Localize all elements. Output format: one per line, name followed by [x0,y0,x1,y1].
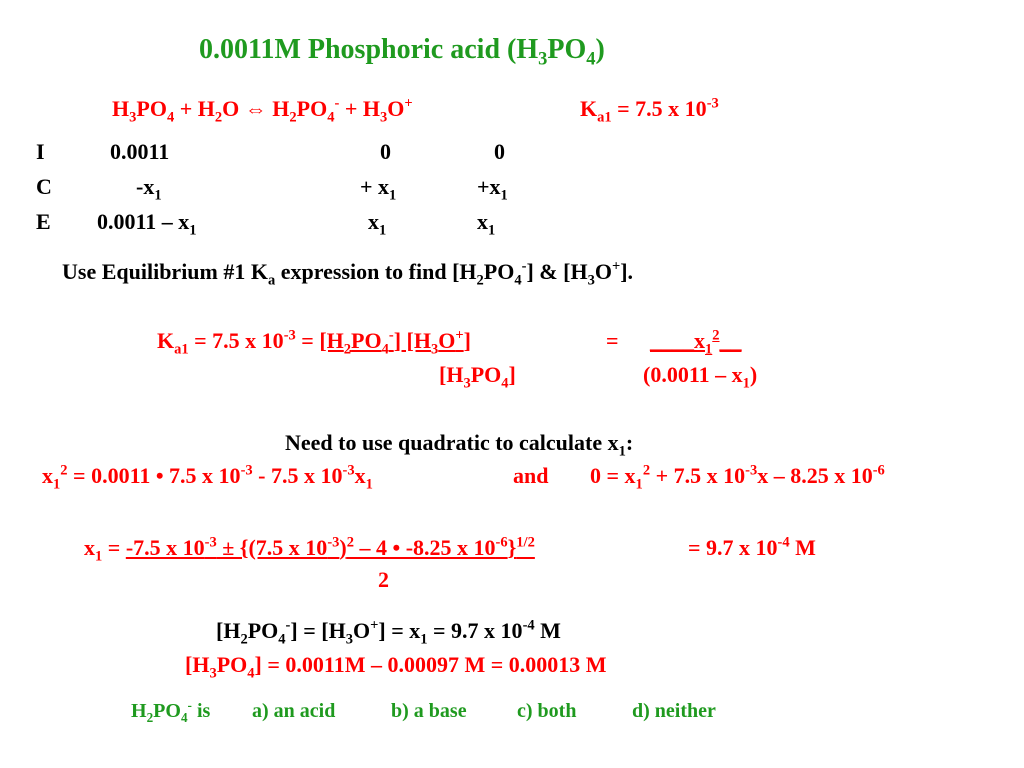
ka-expression: $K_{a1} = 7.5$ x $10^{-3} = [H_2PO_4^-]$ $[H_3O^+]$ [157,327,471,358]
ka-denominator: $[H_3PO_4]$ [439,362,516,392]
ice-e-h3o: $x_1$ [477,209,496,239]
quadratic-standard-form: $0 = x_1^2 + 7.5$ x $10^{-3}x - 8.25$ x $10^{-6}$ [590,462,885,493]
ice-row-e-label: E [36,209,51,234]
quadratic-and: and [513,463,549,488]
instruction-text: Use Equilibrium #1 $K_a$ expression to find $[H_2PO_4^-]$ & $[H_3O^+]$. [62,258,634,289]
option-b[interactable]: b) a base [391,700,467,722]
ice-row-c-label: C [36,174,52,199]
question-line: $H_2PO_4^-$ is [131,697,211,725]
solution-denominator: 2 [378,567,389,592]
equilibrium-arrow-icon: ⇔ [244,96,267,121]
ice-i-h3o: 0 [494,139,505,164]
ka-x-squared: $\_\_\_\_x_1^2\_\_$ [650,327,742,358]
ice-i-acid: 0.0011 [110,139,170,164]
dissociation-reaction: $H_3PO_4 + H_2O$ ⇔ $H_2PO_4^- + H_3O^+$ [112,95,413,126]
option-d[interactable]: d) neither [632,700,716,722]
ka1-value: $K_{a1} = 7.5$ x $10^{-3}$ [580,95,719,126]
quadratic-note: Need to use quadratic to calculate $x_1$: [285,430,634,460]
solution-numerator: -7.5 x $10^{-3} \pm \{(7.5$ x $10^{-3})^2 - 4$ • -8.25 x $10^{-6}\}^{1/2}$ [125,534,535,560]
ice-c-base: + $x_1$ [360,174,397,204]
ice-c-acid: $-x_1$ [136,174,162,204]
ka-numerator: $[H_2PO_4^-]$ $[H_3O^+]$ [319,327,471,358]
solution-result: = 9.7 x $10^{-4}$ M [688,534,816,560]
result-h3po4: $[H_3PO_4] = 0.0011M - 0.00097$ M = 0.00013 M [185,652,607,682]
slide-title: 0.0011M Phosphoric acid $(H_3PO_4)$ [199,34,605,69]
ka-x-denominator: $(0.0011 - x_1)$ [643,362,758,392]
ice-e-base: $x_1$ [368,209,387,239]
ice-e-acid: $0.0011 - x_1$ [97,209,197,239]
result-concentrations: $[H_2PO_4^-] = [H_3O^+] = x_1 = 9.7$ x $10^{-4}$ M [216,617,561,648]
ice-i-base: 0 [380,139,391,164]
option-c[interactable]: c) both [517,700,577,722]
quadratic-solution: $x_1 = -7.5$ x $10^{-3} \pm \{(7.5$ x $10^{-3})^2 - 4$ • -8.25 x $10^{-6}\}^{1/2}$ [84,534,535,565]
ka-equals: = [606,328,619,353]
option-a[interactable]: a) an acid [252,700,336,722]
ice-c-h3o: $+x_1$ [477,174,508,204]
ice-row-i-label: I [36,139,45,164]
quadratic-equation: $x_1^2 = 0.0011$ • 7.5 x $10^{-3} - 7.5$ x $10^{-3}x_1$ [42,462,373,493]
